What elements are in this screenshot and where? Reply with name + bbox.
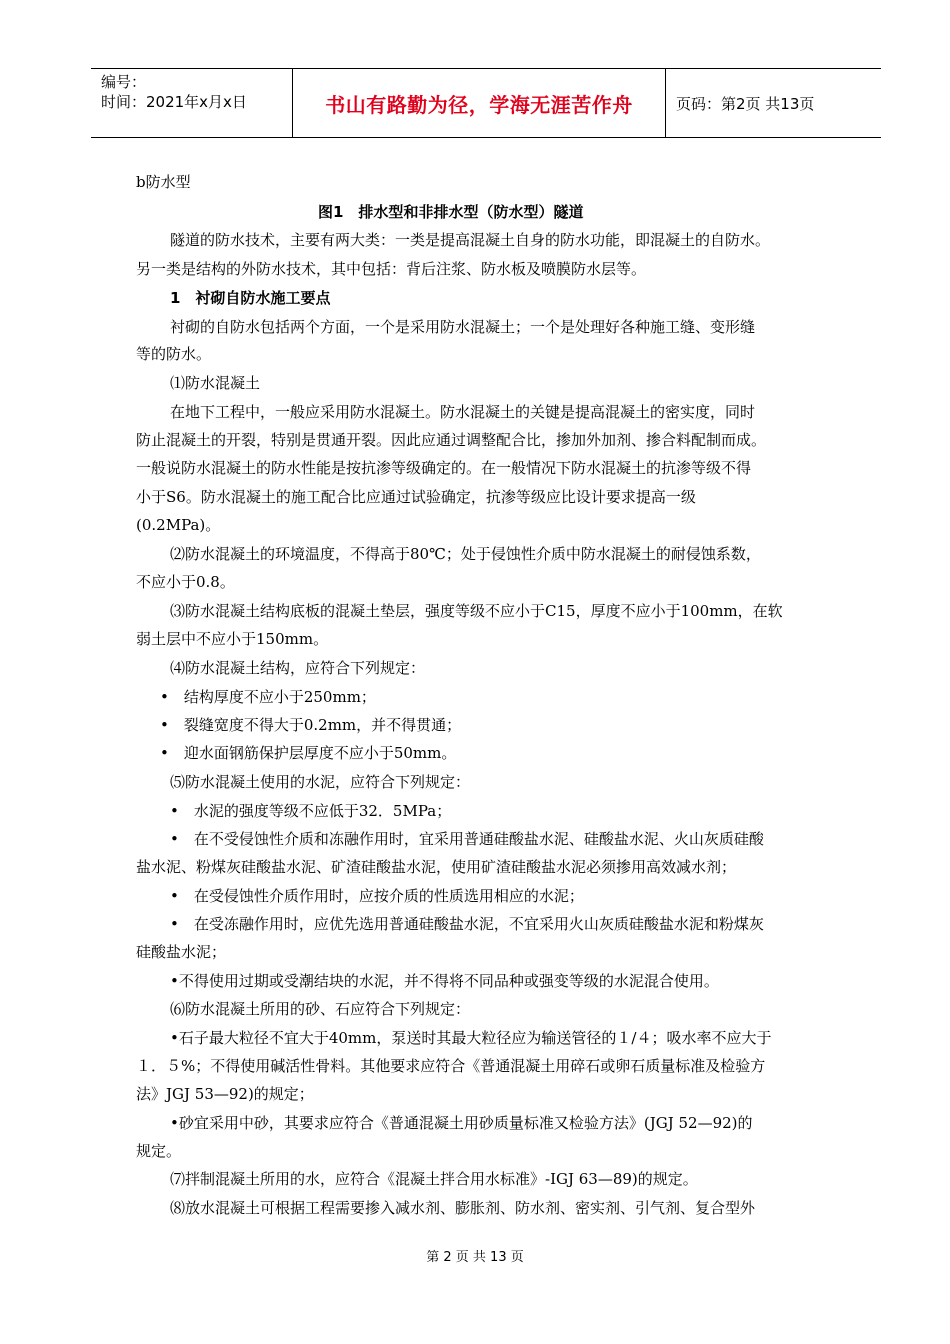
paragraph-line: ⑹防水混凝土所用的砂、石应符合下列规定： — [170, 1000, 471, 1018]
list-item-continued: 法》JGJ 53—92)的规定； — [136, 1085, 314, 1103]
list-item: • 结构厚度不应小于250mm； — [160, 688, 376, 706]
paragraph-line: 防止混凝土的开裂，特别是贯通开裂。因此应通过调整配合比，掺加外加剂、掺合料配制而成。 — [136, 431, 767, 449]
paragraph-line: 等的防水。 — [136, 345, 212, 363]
header-page-cell — [666, 69, 881, 137]
list-item: • 水泥的强度等级不应低于32．5MPa； — [170, 802, 452, 820]
list-item: • 在受侵蚀性介质作用时，应按介质的性质选用相应的水泥； — [170, 887, 584, 905]
paragraph-line: 不应小于0.8。 — [136, 573, 235, 591]
document-header — [91, 68, 881, 138]
paragraph-line: 另一类是结构的外防水技术，其中包括：背后注浆、防水板及喷膜防水层等。 — [136, 260, 647, 278]
list-item: •砂宜采用中砂，其要求应符合《普通混凝土用砂质量标准又检验方法》(JGJ 52—92)的 — [170, 1114, 753, 1132]
list-item: •石子最大粒径不宜大于40mm，泵送时其最大粒径应为输送管径的１/４；吸水率不应大于 — [170, 1029, 772, 1047]
paragraph-line: 隧道的防水技术，主要有两大类：一类是提高混凝土自身的防水功能，即混凝土的自防水。 — [170, 231, 771, 249]
paragraph-line: ⑷防水混凝土结构，应符合下列规定： — [170, 659, 426, 677]
page-info: 页码：第2页 共13页 — [676, 94, 815, 113]
section-heading: 1 衬砌自防水施工要点 — [170, 289, 331, 307]
subfigure-label: b防水型 — [136, 173, 191, 191]
paragraph-line: 弱土层中不应小于150mm。 — [136, 630, 329, 648]
paragraph-line: ⑻放水混凝土可根据工程需要掺入减水剂、膨胀剂、防水剂、密实剂、引气剂、复合型外 — [170, 1199, 756, 1217]
paragraph-line: (0.2MPa)。 — [136, 516, 221, 534]
paragraph-line: 一般说防水混凝土的防水性能是按抗渗等级确定的。在一般情况下防水混凝土的抗渗等级不得 — [136, 459, 752, 477]
paragraph-line: ⑶防水混凝土结构底板的混凝土垫层，强度等级不应小于C15，厚度不应小于100mm，在软 — [170, 602, 783, 620]
list-item-continued: 硅酸盐水泥； — [136, 943, 227, 961]
figure-caption: 图1 排水型和非排水型（防水型）隧道 — [318, 203, 584, 221]
paragraph-line: ⑸防水混凝土使用的水泥，应符合下列规定： — [170, 773, 471, 791]
item-heading: ⑴防水混凝土 — [170, 374, 261, 392]
header-info-cell — [91, 69, 293, 137]
list-item: • 在受冻融作用时，应优先选用普通硅酸盐水泥，不宜采用火山灰质硅酸盐水泥和粉煤灰 — [170, 915, 764, 933]
paragraph-line: ⑵防水混凝土的环境温度，不得高于80℃；处于侵蚀性介质中防水混凝土的耐侵蚀系数， — [170, 545, 761, 563]
number-label: 编号： — [101, 73, 147, 91]
list-item: • 迎水面钢筋保护层厚度不应小于50mm。 — [160, 744, 457, 762]
time-label: 时间：2021年x月x日 — [101, 93, 247, 111]
paragraph-line: 在地下工程中，一般应采用防水混凝土。防水混凝土的关键是提高混凝土的密实度，同时 — [170, 403, 756, 421]
list-item-continued: 规定。 — [136, 1142, 182, 1160]
list-item: •不得使用过期或受潮结块的水泥，并不得将不同品种或强变等级的水泥混合使用。 — [170, 972, 719, 990]
motto-text: 书山有路勤为径，学海无涯苦作舟 — [325, 92, 633, 117]
list-item-continued: １．５%；不得使用碱活性骨料。其他要求应符合《普通混凝土用碎石或卵石质量标准及检验方 — [136, 1057, 766, 1075]
page-footer: 第 2 页 共 13 页 — [426, 1250, 524, 1265]
list-item-continued: 盐水泥、粉煤灰硅酸盐水泥、矿渣硅酸盐水泥，使用矿渣硅酸盐水泥必须掺用高效减水剂； — [136, 858, 737, 876]
paragraph-line: 小于S6。防水混凝土的施工配合比应通过试验确定，抗渗等级应比设计要求提高一级 — [136, 488, 696, 506]
header-motto-cell — [293, 69, 666, 137]
paragraph-line: 衬砌的自防水包括两个方面，一个是采用防水混凝土；一个是处理好各种施工缝、变形缝 — [170, 318, 756, 336]
paragraph-line: ⑺拌制混凝土所用的水，应符合《混凝土拌合用水标准》-IGJ 63—89)的规定。 — [170, 1170, 698, 1188]
list-item: • 裂缝宽度不得大于0.2mm，并不得贯通； — [160, 716, 462, 734]
list-item: • 在不受侵蚀性介质和冻融作用时，宜采用普通硅酸盐水泥、硅酸盐水泥、火山灰质硅酸 — [170, 830, 764, 848]
